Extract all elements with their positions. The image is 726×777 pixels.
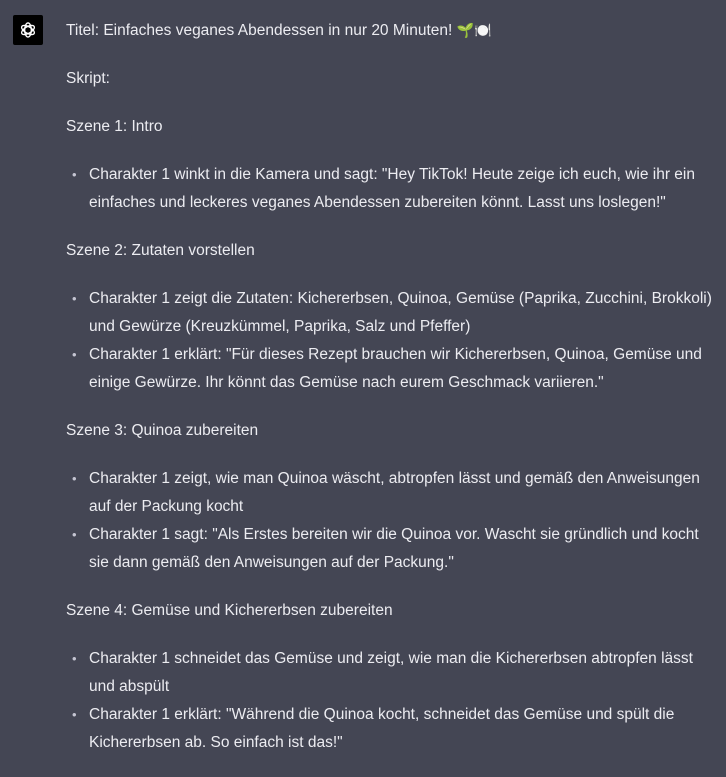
seedling-plate-emoji: 🌱🍽️ xyxy=(456,22,492,38)
list-item-text: Kichererbsen ab. So einfach ist das!" xyxy=(89,734,343,751)
bullet-icon: • xyxy=(72,291,77,306)
list-item xyxy=(66,521,726,577)
list-item-text: und Gewürze (Kreuzkümmel, Paprika, Salz und Pfeffer) xyxy=(89,318,471,335)
bullet-icon: • xyxy=(72,347,77,362)
list-item-text: Charakter 1 schneidet das Gemüse und zeigt, wie man die Kichererbsen abtropfen lässt xyxy=(89,650,693,667)
list-item xyxy=(66,701,726,757)
list-item-text: Charakter 1 erklärt: "Während die Quinoa kocht, schneidet das Gemüse und spült die xyxy=(89,706,675,723)
list-item xyxy=(66,161,726,217)
scene-heading: Szene 2: Zutaten vorstellen xyxy=(66,242,255,259)
assistant-avatar xyxy=(13,15,43,45)
message-title xyxy=(66,16,726,45)
list-item-text: Charakter 1 sagt: "Als Erstes bereiten wir die Quinoa vor. Wascht sie gründlich und kocht xyxy=(89,526,699,543)
list-item-text: Charakter 1 zeigt die Zutaten: Kichererbsen, Quinoa, Gemüse (Paprika, Zucchini, Brokkoli) xyxy=(89,290,712,307)
bullet-icon: • xyxy=(72,167,77,182)
title-text: Titel: Einfaches veganes Abendessen in nur 20 Minuten! xyxy=(66,22,453,39)
script-label: Skript: xyxy=(66,70,110,87)
list-item-text: Charakter 1 winkt in die Kamera und sagt: "Hey TikTok! Heute zeige ich euch, wie ihr ein xyxy=(89,166,695,183)
list-item-text: auf der Packung kocht xyxy=(89,498,244,515)
list-item xyxy=(66,465,726,521)
list-item-text: und abspült xyxy=(89,678,170,695)
scene-bullet-list xyxy=(66,285,726,397)
list-item-text: einige Gewürze. Ihr könnt das Gemüse nach eurem Geschmack variieren." xyxy=(89,374,604,391)
scene-heading: Szene 3: Quinoa zubereiten xyxy=(66,422,259,439)
scene-bullet-list xyxy=(66,645,726,757)
scene-heading: Szene 1: Intro xyxy=(66,118,163,135)
scene-bullet-list xyxy=(66,465,726,577)
list-item-text: sie dann gemäß den Anweisungen auf der Packung." xyxy=(89,554,454,571)
scene-heading: Szene 4: Gemüse und Kichererbsen zubereiten xyxy=(66,602,393,619)
list-item xyxy=(66,645,726,701)
list-item-text: Charakter 1 zeigt, wie man Quinoa wäscht, abtropfen lässt und gemäß den Anweisungen xyxy=(89,470,700,487)
list-item-text: Charakter 1 erklärt: "Für dieses Rezept brauchen wir Kichererbsen, Quinoa, Gemüse und xyxy=(89,346,702,363)
scene-bullet-list xyxy=(66,161,726,217)
bullet-icon: • xyxy=(72,527,77,542)
list-item xyxy=(66,285,726,341)
scenes-list xyxy=(66,113,726,757)
openai-logo-icon xyxy=(18,20,38,40)
list-item xyxy=(66,341,726,397)
bullet-icon: • xyxy=(72,471,77,486)
assistant-message xyxy=(66,16,726,777)
list-item-text: einfaches und leckeres veganes Abendessen zubereiten könnt. Lasst uns loslegen!" xyxy=(89,194,666,211)
bullet-icon: • xyxy=(72,651,77,666)
bullet-icon: • xyxy=(72,707,77,722)
